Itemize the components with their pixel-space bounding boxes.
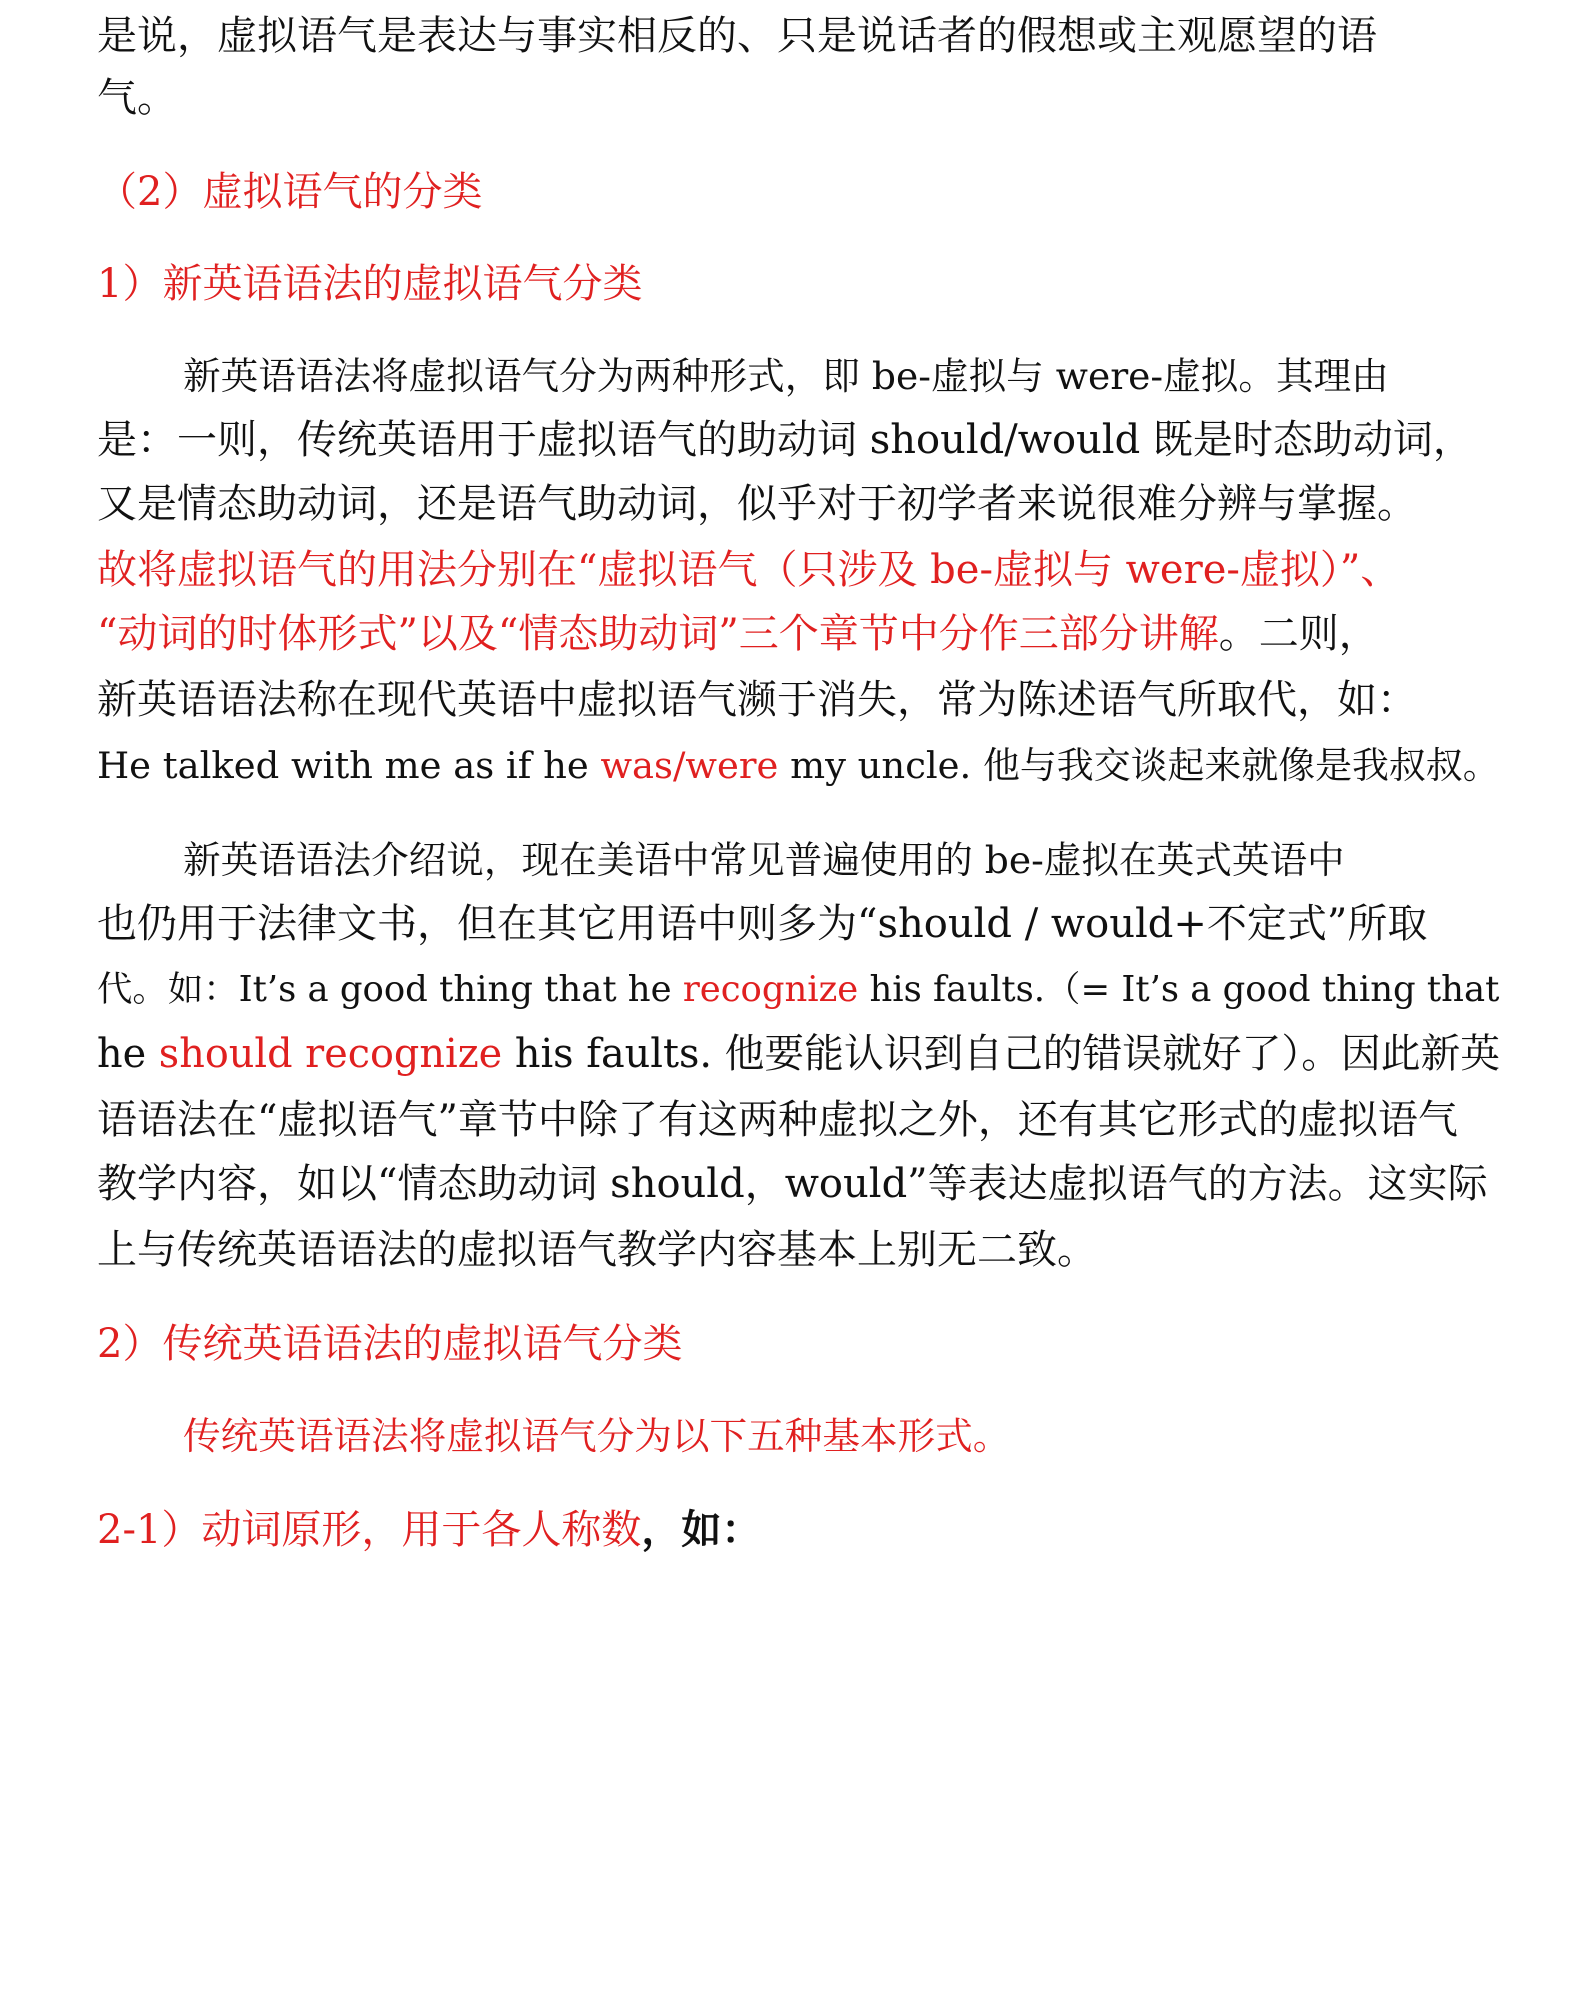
para1-line-4: 故将虚拟语气的用法分别在“虚拟语气（只涉及 be-虚拟与 were-虚拟）”、	[97, 547, 1401, 593]
para2-line-7: 上与传统英语语法的虚拟语气教学内容基本上别无二致。	[97, 1227, 1097, 1273]
para2-line-3	[97, 964, 1500, 1016]
para1-line-6: 新英语语法称在现代英语中虚拟语气濒于消失，常为陈述语气所取代，如：	[97, 677, 1417, 723]
intro-line-2: 气。	[97, 75, 177, 121]
subsection-heading-2-1-red: 2-1）动词原形，用于各人称数	[97, 1507, 642, 1553]
para2-line-2: 也仍用于法律文书，但在其它用语中则多为“should / would+不定式”所取	[97, 901, 1428, 947]
subsection-heading-2-1	[97, 1504, 1497, 1556]
para2-line-4-b: his faults. 他要能认识到自己的错误就好了）。因此新英	[502, 1031, 1501, 1077]
para1-line-2: 是：一则，传统英语用于虚拟语气的助动词 should/would 既是时态助动词，	[97, 417, 1473, 463]
para1-line-7-b: my uncle. 他与我交谈起来就像是我叔叔。	[778, 744, 1500, 787]
section-heading-2: （2）虚拟语气的分类	[97, 169, 483, 215]
subsection-heading-1: 1）新英语语法的虚拟语气分类	[97, 261, 643, 307]
para2-line-3-b: his faults.（= It’s a good thing that	[858, 969, 1500, 1010]
para1-line-3: 又是情态助动词，还是语气助动词，似乎对于初学者来说很难分辨与掌握。	[97, 481, 1417, 527]
para1-line-5-black: 。二则，	[1218, 611, 1379, 657]
para1-line-5	[97, 608, 1497, 660]
intro-line-1: 是说，虚拟语气是表达与事实相反的、只是说话者的假想或主观愿望的语	[97, 13, 1377, 59]
para2-line-4	[97, 1028, 1501, 1080]
para1-line-7-a: He talked with me as if he	[97, 744, 601, 787]
subsection-heading-2-1-bold: ，如：	[641, 1506, 762, 1553]
para2-line-4-a: he	[97, 1031, 159, 1077]
para2-line-4-red: should recognize	[158, 1031, 503, 1077]
para1-line-7-red: was/were	[600, 744, 779, 787]
para2-line-3-a: 代。如：It’s a good thing that he	[97, 969, 683, 1010]
para2-line-3-red: recognize	[682, 969, 859, 1010]
para1-line-5-red: “动词的时体形式”以及“情态助动词”三个章节中分作三部分讲解	[97, 611, 1219, 657]
para2-line-1: 新英语语法介绍说，现在美语中常见普遍使用的 be-虚拟在英式英语中	[183, 838, 1345, 882]
subsection-heading-2: 2）传统英语语法的虚拟语气分类	[97, 1321, 683, 1367]
para2-line-5: 语语法在“虚拟语气”章节中除了有这两种虚拟之外，还有其它形式的虚拟语气	[97, 1097, 1458, 1143]
para1-line-1: 新英语语法将虚拟语气分为两种形式，即 be-虚拟与 were-虚拟。其理由	[183, 354, 1389, 398]
para3-line-1: 传统英语语法将虚拟语气分为以下五种基本形式。	[183, 1414, 1011, 1458]
para2-line-6: 教学内容，如以“情态助动词 should，would”等表达虚拟语气的方法。这实际	[97, 1161, 1488, 1207]
para1-line-7	[97, 740, 1500, 792]
